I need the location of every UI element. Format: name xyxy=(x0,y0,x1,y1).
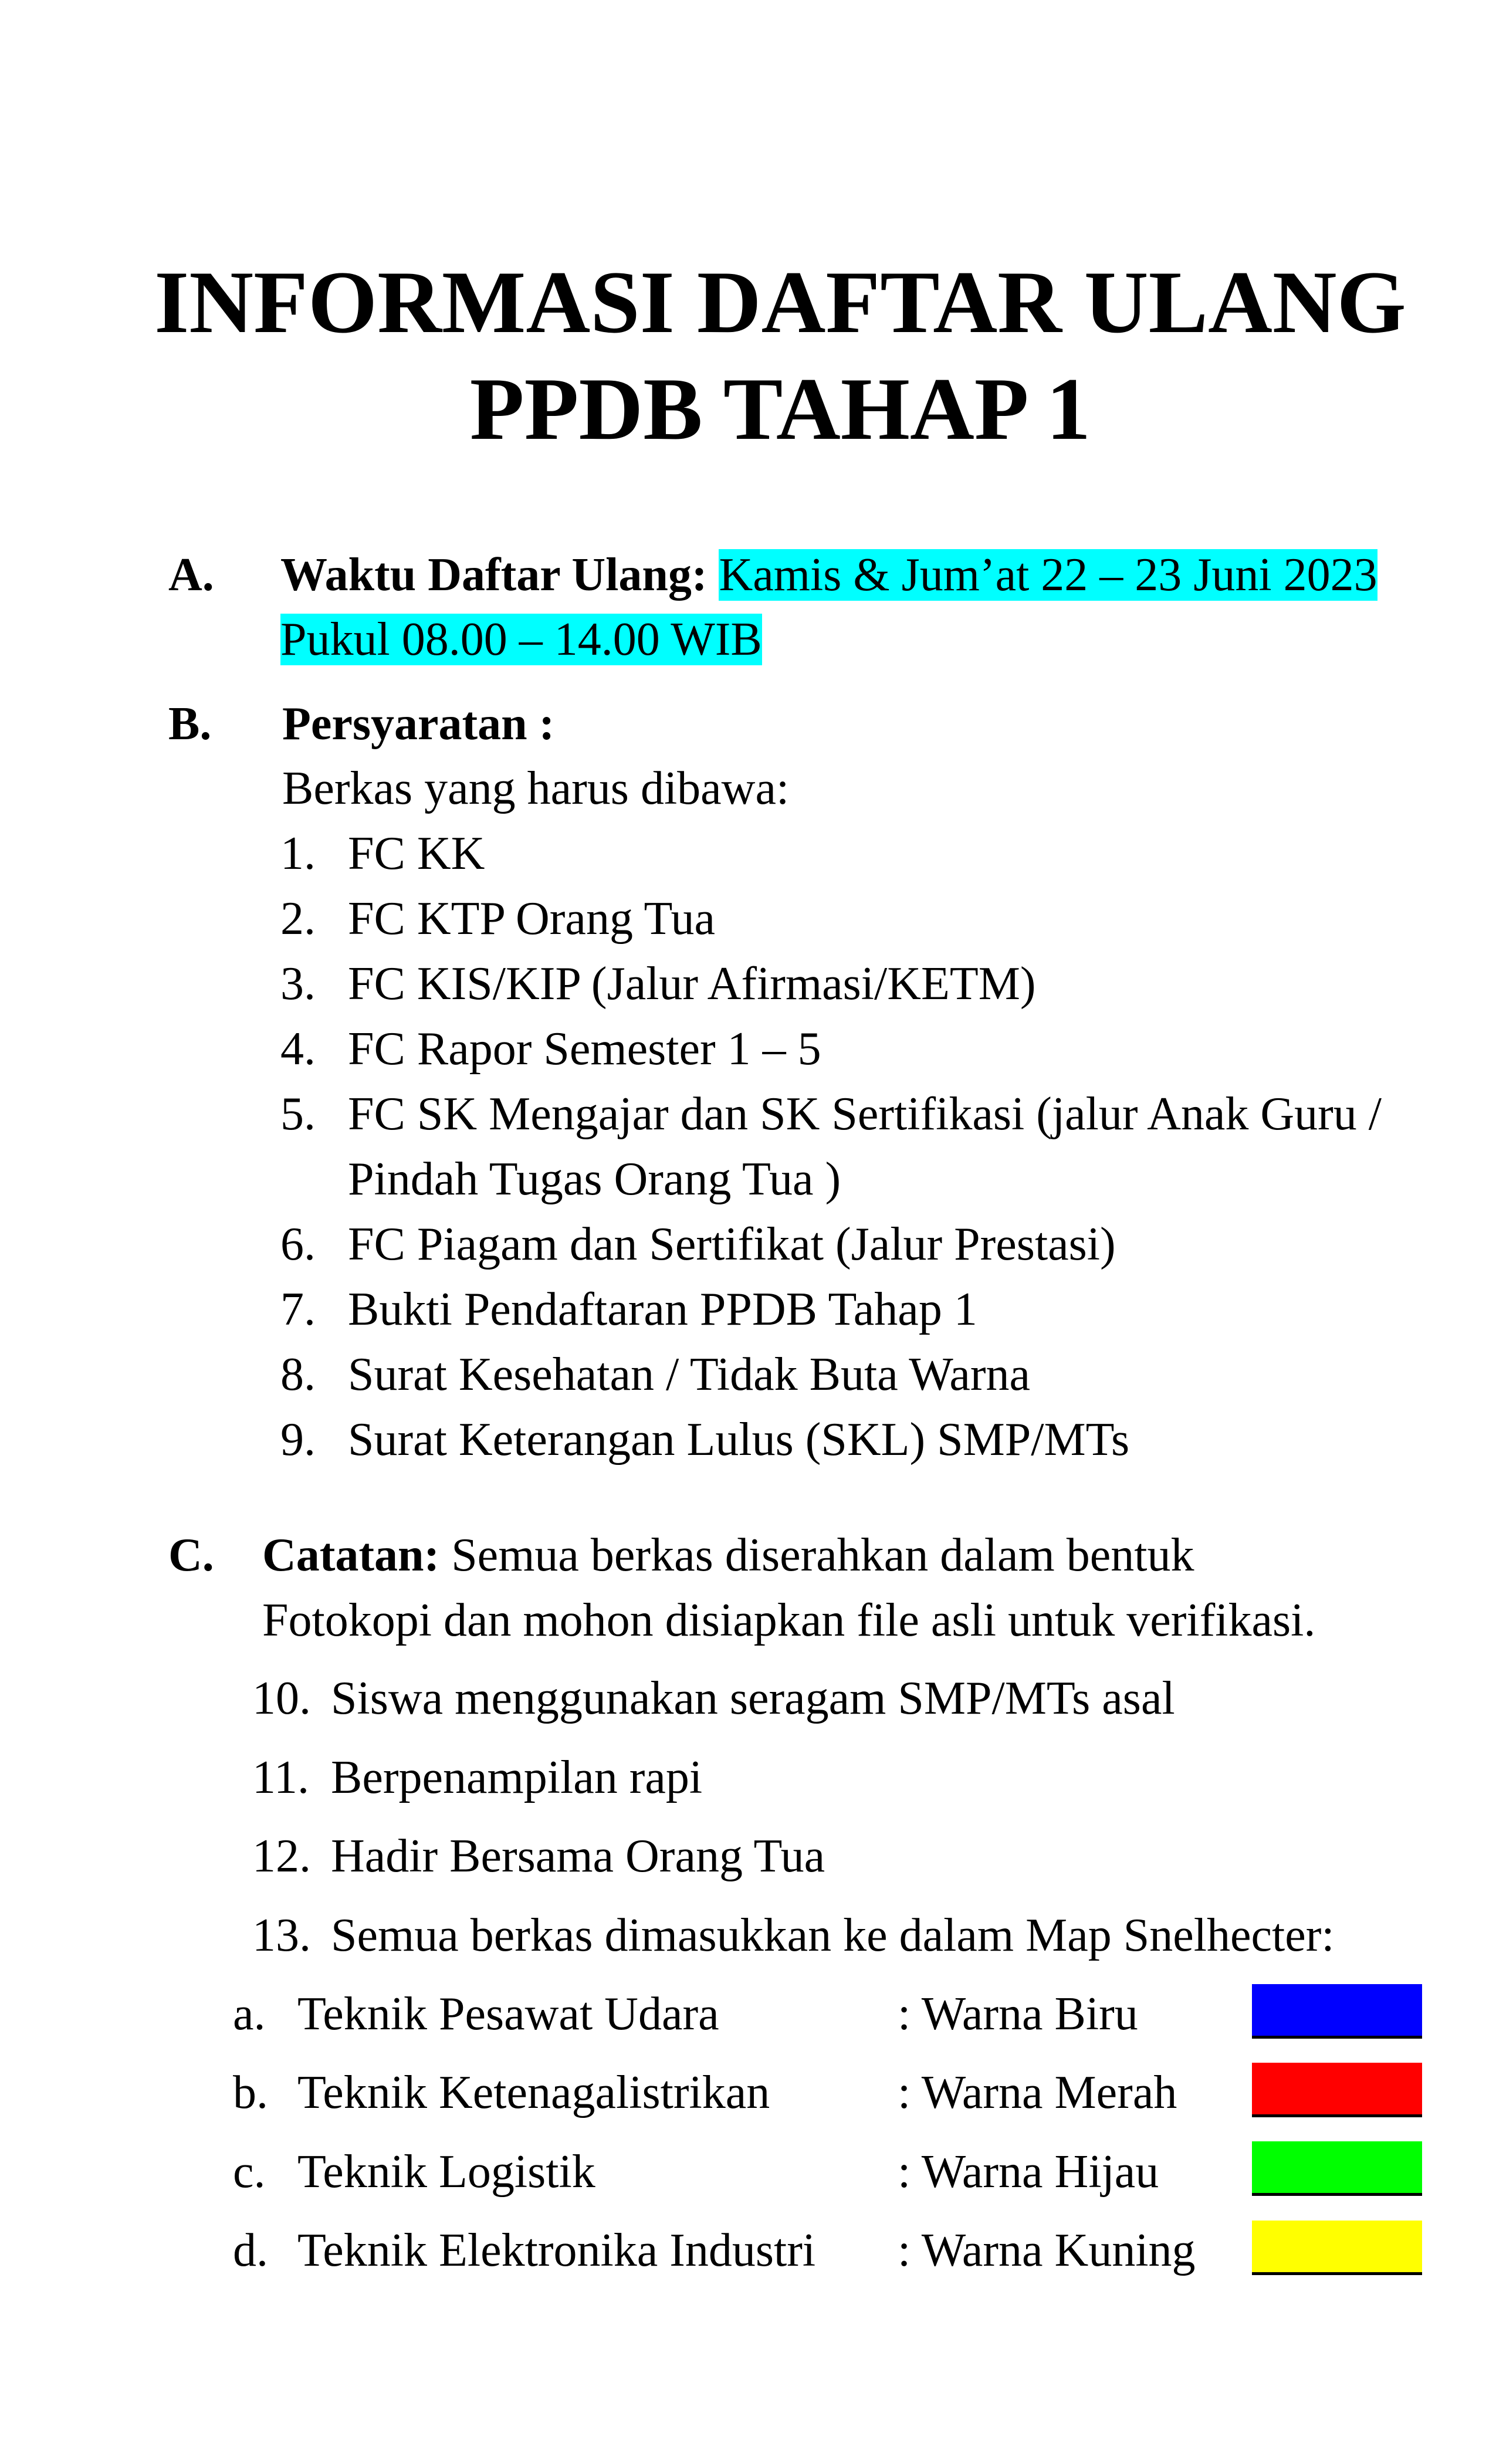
note-item-number: 10. xyxy=(252,1673,311,1724)
list-item-number: 7. xyxy=(280,1284,316,1335)
section-b-intro: Berkas yang harus dibawa: xyxy=(282,763,790,814)
section-c-letter: C. xyxy=(168,1529,214,1581)
note-item-number: 11. xyxy=(252,1752,310,1803)
map-color-program: Teknik Pesawat Udara xyxy=(297,1988,719,2040)
note-item: Siswa menggunakan seragam SMP/MTs asal xyxy=(331,1673,1175,1724)
section-a-letter: A. xyxy=(168,549,214,601)
page-title-line-1: INFORMASI DAFTAR ULANG xyxy=(154,253,1406,351)
note-item: Berpenampilan rapi xyxy=(331,1752,703,1803)
color-swatch-yellow xyxy=(1252,2221,1422,2275)
color-swatch-red xyxy=(1252,2063,1422,2117)
color-swatch-blue xyxy=(1252,1984,1422,2039)
color-swatch-green xyxy=(1252,2141,1422,2196)
section-c-text: Semua berkas diserahkan dalam bentuk xyxy=(451,1529,1194,1581)
map-color-label: : Warna Hijau xyxy=(898,2146,1159,2198)
section-a-label: Waktu Daftar Ulang: xyxy=(280,549,708,601)
list-item-number: 3. xyxy=(280,958,316,1010)
list-item: Bukti Pendaftaran PPDB Tahap 1 xyxy=(348,1284,977,1335)
schedule-time-highlight: Pukul 08.00 – 14.00 WIB xyxy=(280,614,762,665)
list-item-number: 6. xyxy=(280,1219,316,1270)
map-color-program: Teknik Logistik xyxy=(297,2146,595,2198)
list-item: FC KIS/KIP (Jalur Afirmasi/KETM) xyxy=(348,958,1036,1010)
note-item: Semua berkas dimasukkan ke dalam Map Snelhecter: xyxy=(331,1910,1335,1961)
map-color-label: : Warna Kuning xyxy=(898,2225,1196,2276)
list-item: FC Rapor Semester 1 – 5 xyxy=(348,1023,821,1075)
list-item: FC Piagam dan Sertifikat (Jalur Prestasi) xyxy=(348,1219,1116,1270)
schedule-date-highlight: Kamis & Jum’at 22 – 23 Juni 2023 xyxy=(719,549,1377,601)
map-color-program: Teknik Elektronika Industri xyxy=(297,2225,816,2276)
map-color-letter: b. xyxy=(233,2067,268,2118)
list-item-number: 5. xyxy=(280,1088,316,1140)
list-item: Surat Kesehatan / Tidak Buta Warna xyxy=(348,1349,1031,1400)
map-color-label: : Warna Biru xyxy=(898,1988,1138,2040)
list-item: FC KTP Orang Tua xyxy=(348,893,716,945)
section-c-label: Catatan: xyxy=(262,1529,440,1581)
map-color-program: Teknik Ketenagalistrikan xyxy=(297,2067,770,2118)
section-c-row xyxy=(262,1527,1194,1583)
section-a-row-2 xyxy=(280,611,762,668)
list-item-number: 2. xyxy=(280,893,316,945)
list-item-number: 8. xyxy=(280,1349,316,1400)
note-item: Hadir Bersama Orang Tua xyxy=(331,1830,825,1882)
list-item: Surat Keterangan Lulus (SKL) SMP/MTs xyxy=(348,1414,1130,1465)
list-item-number: 4. xyxy=(280,1023,316,1075)
section-b-letter: B. xyxy=(168,698,212,750)
list-item: FC KK xyxy=(348,828,485,879)
map-color-letter: a. xyxy=(233,1988,266,2040)
list-item-number: 9. xyxy=(280,1414,316,1465)
page-title-line-2: PPDB TAHAP 1 xyxy=(469,360,1091,458)
section-c-text-2: Fotokopi dan mohon disiapkan file asli untuk verifikasi. xyxy=(262,1595,1316,1646)
list-item-continuation: Pindah Tugas Orang Tua ) xyxy=(348,1153,841,1205)
note-item-number: 12. xyxy=(252,1830,311,1882)
map-color-letter: c. xyxy=(233,2146,266,2198)
section-a-row xyxy=(280,547,1377,603)
list-item: FC SK Mengajar dan SK Sertifikasi (jalur Anak Guru / xyxy=(348,1088,1382,1140)
map-color-letter: d. xyxy=(233,2225,268,2276)
section-b-label: Persyaratan : xyxy=(282,698,555,750)
map-color-label: : Warna Merah xyxy=(898,2067,1177,2118)
note-item-number: 13. xyxy=(252,1910,311,1961)
list-item-number: 1. xyxy=(280,828,316,879)
